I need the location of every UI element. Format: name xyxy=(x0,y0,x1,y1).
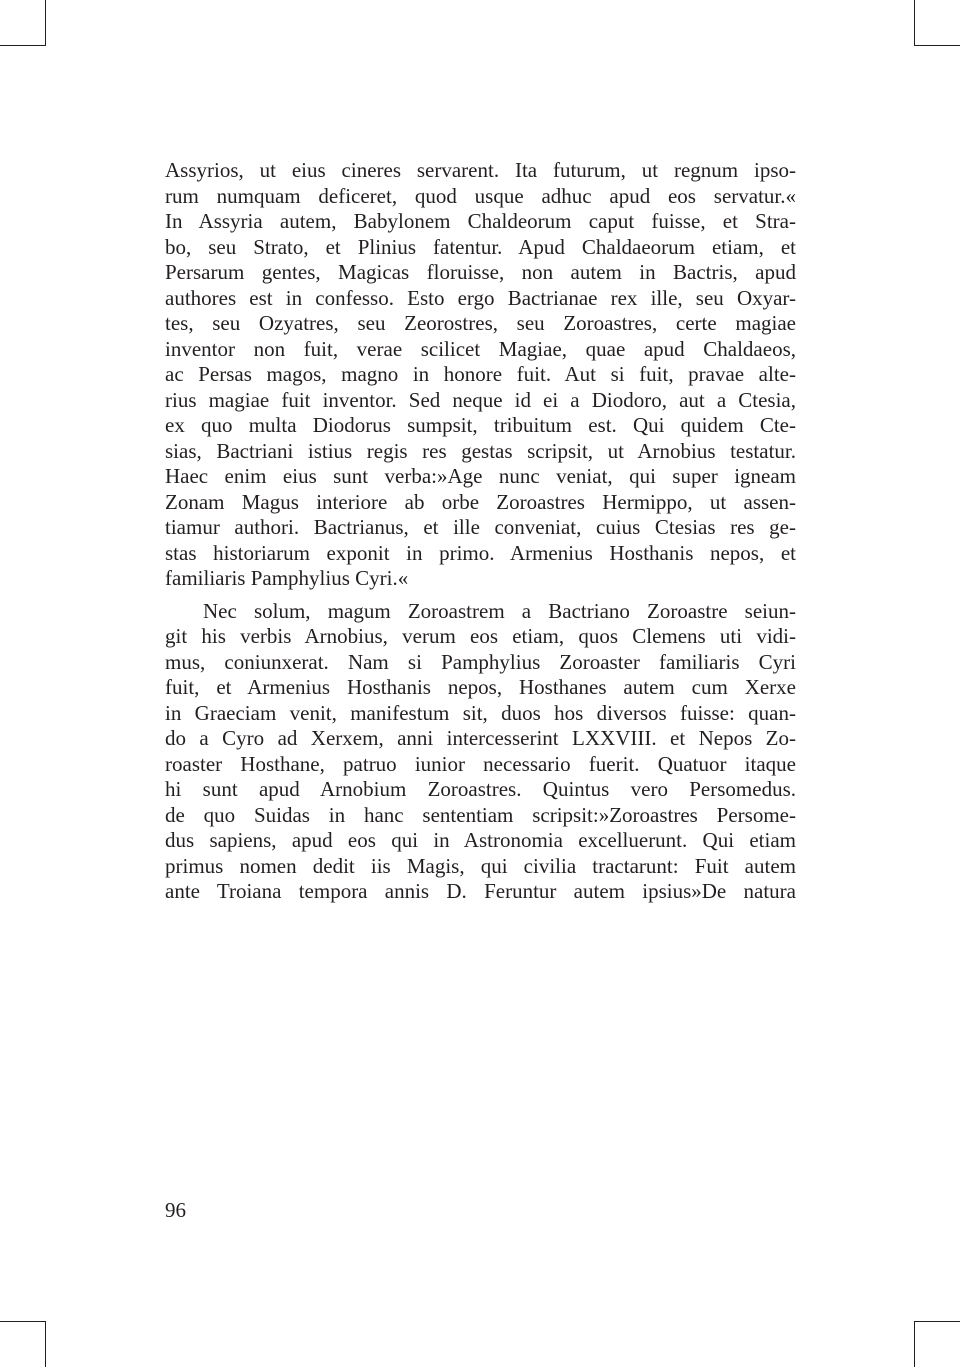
text-line: mus, coniunxerat. Nam si Pamphylius Zoroaster familiaris Cyri xyxy=(165,649,796,674)
page-number: 96 xyxy=(165,1198,186,1222)
text-line: tiamur authori. Bactrianus, et ille conveniat, cuius Ctesias res ge- xyxy=(165,515,796,539)
text-line: sias, Bactriani istius regis res gestas scripsit, ut Arnobius testatur. xyxy=(165,438,796,463)
text-line: de quo Suidas in hanc sententiam scripsit:»Zoroastres Persome- xyxy=(165,802,796,827)
text-line: inventor non fuit, verae scilicet Magiae, quae apud Chaldaeos, xyxy=(165,336,796,361)
text-line: rum numquam deficeret, quod usque adhuc apud eos servatur.« xyxy=(165,183,796,208)
text-line: hi sunt apud Arnobium Zoroastres. Quintus vero Persomedus. xyxy=(165,777,796,801)
text-line: dus sapiens, apud eos qui in Astronomia excelluerunt. Qui etiam xyxy=(165,828,796,852)
text-line: bo, seu Strato, et Plinius fatentur. Apud Chaldaeorum etiam, et xyxy=(165,234,796,259)
crop-mark-bottom-right-vertical xyxy=(914,1321,915,1367)
crop-mark-bottom-right-horizontal xyxy=(914,1321,960,1322)
text-line: ante Troiana tempora annis D. Feruntur autem ipsius»De natura xyxy=(165,879,796,903)
text-line: ac Persas magos, magno in honore fuit. Aut si fuit, pravae alte- xyxy=(165,362,796,386)
text-line: Zonam Magus interiore ab orbe Zoroastres Hermippo, ut assen- xyxy=(165,489,796,514)
text-line: In Assyria autem, Babylonem Chaldeorum caput fuisse, et Stra- xyxy=(165,209,796,233)
text-line: Haec enim eius sunt verba:»Age nunc veniat, qui super igneam xyxy=(165,464,796,488)
text-line: fuit, et Armenius Hosthanis nepos, Hosthanes autem cum Xerxe xyxy=(165,675,796,699)
paragraph-2 xyxy=(165,599,796,905)
text-line: in Graeciam venit, manifestum sit, duos hos diversos fuisse: quan- xyxy=(165,700,796,725)
crop-mark-top-left-horizontal xyxy=(0,45,46,46)
text-line: rius magiae fuit inventor. Sed neque id ei a Diodoro, aut a Ctesia, xyxy=(165,387,796,412)
text-line: git his verbis Arnobius, verum eos etiam, quos Clemens uti vidi- xyxy=(165,624,796,648)
text-line: tes, seu Ozyatres, seu Zeorostres, seu Zoroastres, certe magiae xyxy=(165,311,796,335)
crop-mark-top-right-vertical xyxy=(914,0,915,46)
text-line: do a Cyro ad Xerxem, anni intercesserint LXXVIII. et Nepos Zo- xyxy=(165,726,796,750)
text-line: Assyrios, ut eius cineres servarent. Ita futurum, ut regnum ipso- xyxy=(165,158,796,182)
crop-mark-top-left-vertical xyxy=(45,0,46,46)
text-line: primus nomen dedit iis Magis, qui civilia tractarunt: Fuit autem xyxy=(165,853,796,878)
paragraph-1 xyxy=(165,158,796,592)
body-text xyxy=(165,158,796,905)
text-line: familiaris Pamphylius Cyri.« xyxy=(165,566,409,590)
text-line: roaster Hosthane, patruo iunior necessario fuerit. Quatuor itaque xyxy=(165,751,796,776)
text-line: authores est in confesso. Esto ergo Bactrianae rex ille, seu Oxyar- xyxy=(165,285,796,310)
crop-mark-bottom-left-vertical xyxy=(45,1321,46,1367)
crop-mark-top-right-horizontal xyxy=(914,45,960,46)
text-line: ex quo multa Diodorus sumpsit, tribuitum est. Qui quidem Cte- xyxy=(165,413,796,437)
text-line: stas historiarum exponit in primo. Armenius Hosthanis nepos, et xyxy=(165,540,796,565)
text-line: Persarum gentes, Magicas floruisse, non autem in Bactris, apud xyxy=(165,260,796,284)
crop-mark-bottom-left-horizontal xyxy=(0,1321,46,1322)
text-line: Nec solum, magum Zoroastrem a Bactriano Zoroastre seiun- xyxy=(203,598,796,623)
